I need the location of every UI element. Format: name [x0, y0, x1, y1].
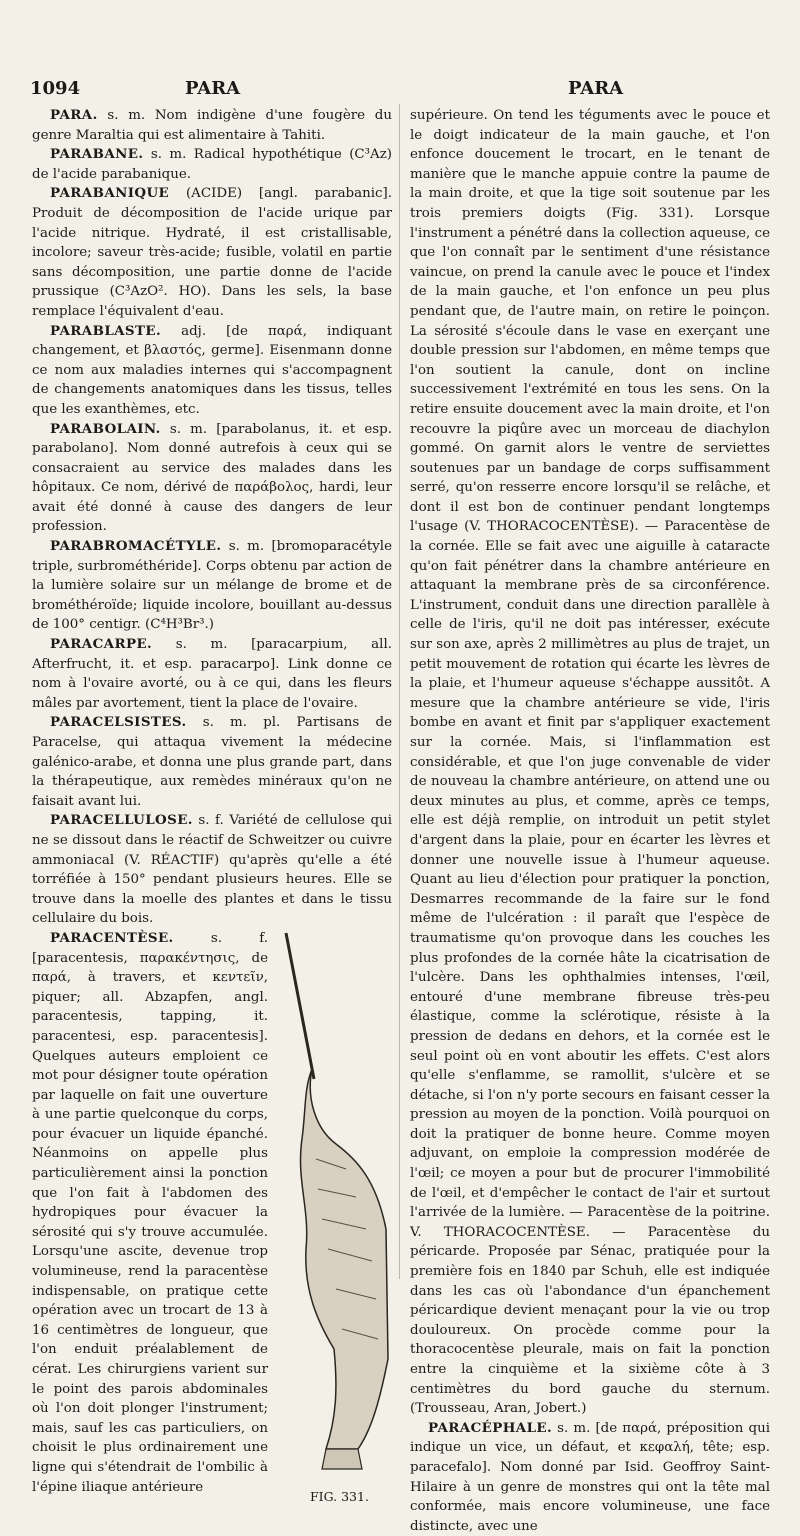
- entry-paracephale: PARACÉPHALE. s. m. [de παρά, préposition qui indique un vice, un défaut, et κεφαλή, tête; esp. paracefalo]. Nom donné par Isid. Geoffroy Saint-Hilaire à un genre de monstres qui ont la tête mal conformée, mais encore volumineuse, une face distincte, avec une: [410, 1419, 770, 1534]
- entry-parabolain: PARABOLAIN. s. m. [parabolanus, it. et esp. parabolano]. Nom donné autrefois à ceux qui se consacraient au service des malades dans les hôpitaux. Ce nom, dérivé de παράβολος, hardi, leur avait été donné à cause des dangers de leur profession.: [32, 420, 392, 535]
- entry-parabromacetyle: PARABROMACÉTYLE. s. m. [bromoparacétyle triple, surbrométhéride]. Corps obtenu par action de la lumière solaire sur un mélange de brome et de brométhéroïde; liquide incolore, bouillant au-dessus de 100° centigr. (C⁴H³Br³.): [32, 538, 392, 633]
- entry-parabane: PARABANE. s. m. Radical hypothétique (C³Az) de l'acide parabanique.: [32, 146, 392, 182]
- entry-paracellulose: PARACELLULOSE. s. f. Variété de cellulose qui ne se dissout dans le réactif de Schweitzer ou cuivre ammoniacal (V. RÉACTIF) qu'après qu'elle a été torréfiée à 150° pendant plusieurs heures. Elle se trouve dans la moelle des plantes et dans le tissu cellulaire du bois.: [32, 812, 392, 927]
- entry-paracelsistes: PARACELSISTES. s. m. pl. Partisans de Paracelse, qui attaqua vivement la médecine galénico-arabe, et donna une plus grande part, dans la thérapeutique, aux remèdes minéraux qu'on ne faisait avant lui.: [32, 714, 392, 809]
- column-divider: [399, 104, 400, 1279]
- right-running-title: PARA: [568, 78, 624, 99]
- entry-paracentese-continued: supérieure. On tend les téguments avec le pouce et le doigt indicateur de la main gauche, et l'on enfonce doucement le trocart, en le tenant de manière que le manche appuie contre la paume de la main droite, et que la tige soit soutenue par les trois premiers doigts (Fig. 331). Lorsque l'instrument a pénétré dans la collection aqueuse, ce que l'on connaît par le sentiment d'une résistance vaincue, on prend la canule avec le pouce et l'index de la main gauche, et l'on enfonce un peu plus pendant que, de l'autre main, on retire le poinçon. La sérosité s'écoule dans le vase en exerçant une double pression sur l'abdomen, en même temps que l'on soutient la canule, dont on incline successivement l'extrémité en tous les sens. On la retire ensuite doucement avec la main droite, et l'on recouvre la piqûre avec un morceau de diachylon gommé. On garnit alors le ventre de serviettes soutenues par un bandage de corps suffisamment serré, qu'on resserre encore lorsqu'il se relâche, et dont il est bon de continuer pendant longtemps l'usage (V. THORACOCENTÈSE). — Paracentèse de la cornée. Elle se fait avec une aiguille à cataracte qu'on fait pénétrer dans la chambre antérieure en attaquant la membrane près de sa circonférence. L'instrument, conduit dans une direction parallèle à celle de l'iris, qu'il ne doit pas intéresser, exécute sur son axe, après 2 millimètres au plus de trajet, un petit mouvement de rotation qui écarte les lèvres de la plaie, et l'humeur aqueuse s'échappe aussitôt. A mesure que la chambre antérieure se vide, l'iris bombe en avant et finit par s'appliquer exactement sur la cornée. Mais, si l'inflammation est considérable, et que l'on juge convenable de vider de nouveau la chambre antérieure, on attend une ou deux minutes au plus, et comme, après ce temps, elle est déjà remplie, on introduit un petit stylet d'argent dans la plaie, pour en écarter les lèvres et donner une nouvelle issue à l'humeur aqueuse. Quant au lieu d'élection pour pratiquer la ponction, Desmarres recommande de la faire sur le fond même de l'ulcération : il paraît que l'espèce de traumatisme qu'on provoque dans les couches les plus profondes de la cornée hâte la cicatrisation de l'ulcère. Dans les ophthalmies intenses, l'œil, entouré d'une membrane fibreuse très-peu élastique, comme la sclérotique, résiste à la pression de dedans en dehors, et la cornée est le seul point où en vont aboutir les effets. C'est alors qu'elle s'enflamme, se ramollit, s'ulcère et se détache, si l'on n'y porte secours en faisant cesser la pression au moyen de la ponction. Voilà pourquoi on doit la pratiquer de bonne heure. Comme moyen adjuvant, on emploie la compression modérée de l'œil; ce moyen a pour but de procurer l'immobilité de l'œil, et d'empêcher le contact de l'air et surtout l'arrivée de la lumière. — Paracentèse de la poitrine. V. THORACOCENTÈSE. — Paracentèse du péricarde. Proposée par Sénac, pratiquée pour la première fois en 1840 par Schuh, elle est indiquée dans les cas où l'abondance d'un épanchement péricardique devient menaçant pour la vie ou trop douloureux. On procède comme pour la thoracocentèse pleurale, mais on fait la ponction entre la cinquième et la sixième côte à 3 centimètres du bord gauche du sternum. (Trousseau, Aran, Jobert.): [410, 108, 770, 1417]
- left-column: [32, 106, 392, 1509]
- entry-parabanique: PARABANIQUE (ACIDE) [angl. parabanic]. Produit de décomposition de l'acide urique par l'acide nitrique. Hydraté, il est cristallisable, incolore; saveur très-acide; fusible, volatil en partie sans décomposition, une partie donne de l'acide prussique (C³AzO². HO). Dans les sels, la base remplace l'équivalent d'eau.: [32, 185, 392, 319]
- entry-parablaste: PARABLASTE. adj. [de παρά, indiquant changement, et βλαστός, germe]. Eisenmann donne ce nom aux maladies internes qui s'accompagnent de changements anatomiques dans les tissus, telles que les exanthèmes, etc.: [32, 322, 392, 417]
- running-header: [0, 78, 800, 104]
- hand-trocar-illustration: [276, 929, 396, 1489]
- figure-331: [276, 929, 396, 1509]
- entry-para: PARA. s. m. Nom indigène d'une fougère du genre Maraltia qui est alimentaire à Tahiti.: [32, 107, 392, 143]
- entry-paracentese: FIG. 331. PARACENTÈSE. s. f. [paracentesis, παρακέντησις, de παρά, à travers, et κεντεῖν, piquer; all. Abzapfen, angl. paracentesis, tapping, it. paracentesi, esp. paracentesis]. Quelques auteurs emploient ce mot pour désigner toute opération par laquelle on fait une ouverture à une partie quelconque du corps, pour évacuer un liquide épanché. Néanmoins on appelle plus particulièrement ainsi la ponction que l'on fait à l'abdomen des hydropiques pour évacuer la sérosité qui s'y trouve accumulée. Lorsqu'une ascite, devenue trop volumineuse, rend la paracentèse indispensable, on pratique cette opération avec un trocart de 13 à 16 centimètres de longueur, que l'on enduit préalablement de cérat. Les chirurgiens varient sur le point des parois abdominales où l'on doit plonger l'instrument; mais, sauf les cas particuliers, on choisit le plus ordinairement une ligne qui s'étendrait de l'ombilic à l'épine iliaque antérieure: [32, 929, 392, 1497]
- page-number: 1094: [30, 78, 81, 99]
- figure-caption: FIG. 331.: [310, 1489, 369, 1505]
- entry-paracarpe: PARACARPE. s. m. [paracarpium, all. Afterfrucht, it. et esp. paracarpo]. Link donne ce nom à l'ovaire avorté, ou à ce qui, dans les fleurs mâles par avortement, tient la place de l'ovaire.: [32, 636, 392, 711]
- left-running-title: PARA: [185, 78, 241, 99]
- right-column: [410, 106, 770, 1536]
